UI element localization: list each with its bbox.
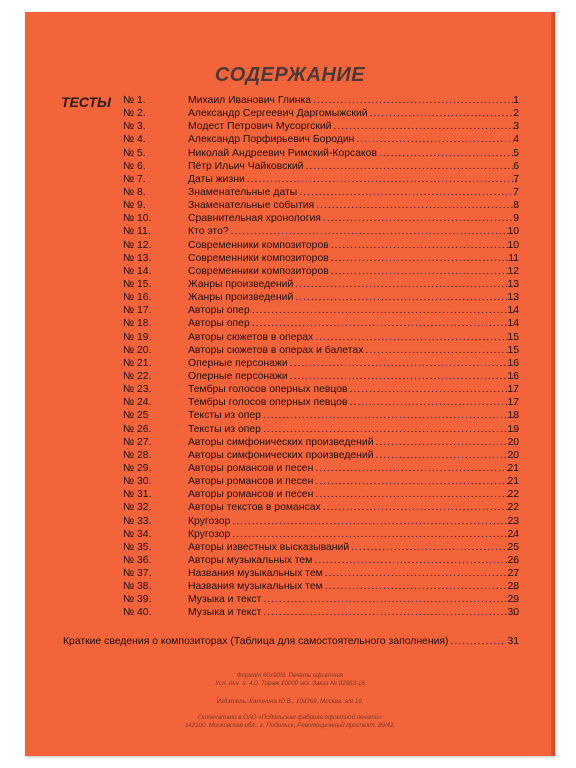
- dot-leader: [252, 317, 518, 330]
- toc-number: № 37.: [123, 568, 152, 580]
- toc-number: № 28.: [123, 449, 152, 461]
- toc-entry: [188, 147, 518, 160]
- toc-number: № 33.: [123, 515, 152, 527]
- toc-entry: [188, 423, 518, 436]
- toc-entry: [188, 488, 518, 501]
- dot-leader: [323, 501, 518, 514]
- toc-title: Авторы романсов и песен: [188, 476, 314, 488]
- toc-title: Пётр Ильич Чайковский: [188, 160, 304, 172]
- dot-leader: [290, 370, 518, 383]
- toc-number: № 32.: [123, 502, 152, 514]
- toc-entry: [188, 331, 518, 344]
- toc-number: № 24.: [123, 397, 152, 409]
- toc-entry: [188, 396, 518, 409]
- toc-entry: [188, 475, 518, 488]
- toc-row: [25, 462, 555, 475]
- toc-title: Авторы романсов и песен: [188, 489, 314, 501]
- dot-leader: [333, 120, 518, 133]
- imprint-line: Отпечатано в ОАО «Подольская фабрика офсетной печати»: [198, 714, 382, 721]
- dot-leader: [315, 331, 518, 344]
- toc-number: № 11.: [123, 226, 151, 238]
- dot-leader: [379, 147, 518, 160]
- toc-page: 30: [507, 607, 519, 619]
- toc-title: Жанры произведений: [188, 292, 294, 304]
- toc-title: Жанры произведений: [188, 278, 294, 290]
- dot-leader: [315, 462, 518, 475]
- toc-page: 28: [507, 581, 519, 593]
- toc-row: [25, 331, 555, 344]
- toc-entry: [188, 541, 518, 554]
- toc-entry: [188, 370, 518, 383]
- toc-page: 6: [513, 160, 519, 172]
- imprint-line: Издатель: Калинина Ю.В., 109369, Москва, а/я 19.: [216, 698, 364, 705]
- toc-entry: [188, 94, 518, 107]
- toc-row: [25, 212, 555, 225]
- toc-page: 12: [507, 265, 519, 277]
- dot-leader: [252, 304, 518, 317]
- toc-entry: [188, 606, 518, 619]
- toc-row: [25, 501, 555, 514]
- toc-row: [25, 396, 555, 409]
- toc-number: № 21.: [123, 357, 152, 369]
- toc-title: Авторы музыкальных тем: [188, 554, 313, 566]
- toc-row: [25, 173, 555, 186]
- toc-row: [25, 541, 555, 554]
- toc-row: [25, 317, 555, 330]
- toc-number: № 2.: [123, 108, 146, 120]
- toc-row: [25, 199, 555, 212]
- toc-number: № 23.: [123, 384, 152, 396]
- toc-title: Авторы сюжетов в операх: [188, 331, 314, 343]
- page-sheet: [25, 12, 555, 756]
- toc-number: № 36.: [123, 554, 152, 566]
- toc-page: 19: [507, 423, 519, 435]
- toc-title: Михаил Иванович Глинка: [188, 95, 312, 106]
- toc-number: № 16.: [123, 292, 152, 304]
- toc-page: 20: [507, 449, 519, 461]
- toc-title: Николай Андреевич Римский-Корсаков: [188, 147, 377, 159]
- toc-entry: [188, 212, 518, 225]
- toc-row: [25, 475, 555, 488]
- section-label: ТЕСТЫ: [61, 94, 112, 110]
- toc-title: Даты жизни: [188, 173, 245, 185]
- toc-title: Авторы опер: [188, 318, 250, 330]
- dot-leader: [331, 265, 518, 278]
- toc-page: 2: [513, 108, 519, 120]
- toc-entry: [188, 567, 518, 580]
- toc-number: № 9.: [123, 200, 146, 212]
- toc-row: [25, 120, 555, 133]
- toc-row: [25, 252, 555, 265]
- toc-title: Современники композиторов: [188, 239, 329, 251]
- dot-leader: [356, 133, 518, 146]
- toc-number: № 26.: [123, 423, 152, 435]
- toc-number: № 31.: [123, 489, 152, 501]
- toc-page: 23: [507, 515, 519, 527]
- toc-title: Сравнительная хронология: [188, 213, 321, 225]
- toc-entry: [188, 265, 518, 278]
- toc-number: № 17.: [123, 305, 152, 317]
- toc-page: 24: [507, 528, 519, 540]
- dot-leader: [351, 541, 518, 554]
- dot-leader: [299, 186, 518, 199]
- toc-number: № 27.: [123, 436, 152, 448]
- toc-row: [25, 147, 555, 160]
- toc-number: № 35.: [123, 541, 152, 553]
- toc-number: № 5.: [123, 147, 146, 159]
- toc-page: 17: [507, 397, 519, 409]
- toc-number: № 18.: [123, 318, 152, 330]
- toc-number: № 15.: [123, 278, 152, 290]
- dot-leader: [314, 554, 518, 567]
- toc-row: [25, 606, 555, 619]
- toc-title: Тембры голосов оперных певцов: [188, 384, 348, 396]
- final-entry: [63, 636, 519, 647]
- toc-number: № 7.: [123, 173, 146, 185]
- toc-entry: [188, 357, 518, 370]
- toc-row: [25, 291, 555, 304]
- dot-leader: [365, 344, 518, 357]
- toc-number: № 10.: [123, 213, 152, 225]
- toc-number: № 3.: [123, 121, 146, 133]
- dot-leader: [247, 173, 518, 186]
- toc-title: Авторы романсов и песен: [188, 462, 314, 474]
- dot-leader: [331, 239, 518, 252]
- toc-row: [25, 528, 555, 541]
- toc-page: 7: [513, 186, 519, 198]
- toc-row: [25, 225, 555, 238]
- dot-leader: [232, 528, 518, 541]
- toc-title: Тембры голосов оперных певцов: [188, 397, 348, 409]
- toc-row: [25, 186, 555, 199]
- toc-page: 17: [507, 384, 519, 396]
- toc-number: № 40.: [123, 607, 152, 619]
- toc-title: Кругозор: [188, 528, 231, 540]
- toc-title: Авторы симфонических произведений: [188, 436, 374, 448]
- toc-page: 4: [513, 134, 519, 146]
- toc-entry: [188, 515, 518, 528]
- toc-row: [25, 239, 555, 252]
- toc-title: Знаменательные даты: [188, 186, 298, 198]
- toc-entry: [188, 107, 518, 120]
- toc-page: 22: [507, 489, 519, 501]
- toc-page: 16: [507, 370, 519, 382]
- toc-page: 11: [508, 252, 519, 264]
- dot-leader: [376, 436, 518, 449]
- toc-page: 25: [507, 541, 519, 553]
- toc-entry: [188, 317, 518, 330]
- toc-row: [25, 383, 555, 396]
- dot-leader: [325, 580, 518, 593]
- dot-leader: [315, 488, 518, 501]
- dot-leader: [325, 567, 518, 580]
- dot-leader: [295, 278, 518, 291]
- toc-entry: [188, 304, 518, 317]
- toc-number: № 20.: [123, 344, 152, 356]
- toc-entry: [188, 133, 518, 146]
- toc-page: 1: [513, 95, 519, 106]
- toc-entry: [188, 449, 518, 462]
- dot-leader: [263, 606, 518, 619]
- imprint-line: Формат 60х90/8. Печать офсетная: [236, 672, 344, 679]
- dot-leader: [450, 636, 505, 647]
- toc-title: Музыка и текст: [188, 594, 262, 606]
- dot-leader: [350, 383, 518, 396]
- toc-page: 27: [507, 568, 519, 580]
- toc-title: Оперные персонажи: [188, 370, 288, 382]
- toc-row: [25, 436, 555, 449]
- toc-page: 26: [507, 554, 519, 566]
- toc-page: 21: [507, 476, 519, 488]
- dot-leader: [313, 94, 518, 107]
- toc-title: Тексты из опер: [188, 410, 261, 422]
- toc-page: 13: [507, 278, 519, 290]
- toc-row: [25, 160, 555, 173]
- dot-leader: [316, 199, 518, 212]
- toc-entry: [188, 409, 518, 422]
- toc-row: [25, 304, 555, 317]
- imprint-line: 142100, Московская обл., г. Подольск, Революционный проспект, 80/42.: [184, 722, 396, 729]
- toc-title: Современники композиторов: [188, 265, 329, 277]
- toc-entry: [188, 580, 518, 593]
- toc-title: Современники композиторов: [188, 252, 329, 264]
- dot-leader: [315, 475, 518, 488]
- toc-entry: [188, 160, 518, 173]
- toc-row: [25, 107, 555, 120]
- toc-page: 14: [507, 305, 519, 317]
- toc-page: 15: [507, 344, 519, 356]
- toc-title: Кругозор: [188, 515, 231, 527]
- toc-number: № 30.: [123, 476, 152, 488]
- toc-page: 29: [507, 594, 519, 606]
- toc-number: № 13.: [123, 252, 152, 264]
- dot-leader: [323, 212, 518, 225]
- dot-leader: [263, 423, 518, 436]
- toc-row: [25, 515, 555, 528]
- dot-leader: [231, 225, 518, 238]
- toc-entry: [188, 186, 518, 199]
- dot-leader: [295, 291, 518, 304]
- toc-title: Авторы опер: [188, 305, 250, 317]
- toc-number: № 1.: [123, 95, 146, 106]
- toc-entry: [188, 278, 518, 291]
- toc-row: [25, 357, 555, 370]
- toc-entry: [188, 436, 518, 449]
- toc-page: 8: [513, 200, 519, 212]
- toc-page: 16: [507, 357, 519, 369]
- toc-title: Названия музыкальных тем: [188, 581, 323, 593]
- toc-number: № 25: [123, 410, 149, 422]
- toc-page: 10: [507, 239, 519, 251]
- dot-leader: [305, 160, 518, 173]
- dot-leader: [263, 409, 518, 422]
- toc-entry: [188, 225, 518, 238]
- toc-number: № 14.: [123, 265, 152, 277]
- page-title: СОДЕРЖАНИЕ: [214, 64, 366, 86]
- toc-page: 14: [507, 318, 519, 330]
- toc-number: № 29.: [123, 462, 152, 474]
- toc-entry: [188, 252, 518, 265]
- toc-number: № 39.: [123, 594, 152, 606]
- toc-title: Оперные персонажи: [188, 357, 288, 369]
- toc-entry: [188, 593, 518, 606]
- final-entry-page: 31: [507, 636, 519, 647]
- toc-title: Модест Петрович Мусоргский: [188, 121, 332, 133]
- toc-page: 10: [507, 226, 519, 238]
- toc-row: [25, 423, 555, 436]
- toc-title: Авторы текстов в романсах: [188, 502, 321, 514]
- toc-title: Знаменательные события: [188, 200, 315, 212]
- toc-page: 18: [507, 410, 519, 422]
- toc-row: [25, 488, 555, 501]
- toc-entry: [188, 344, 518, 357]
- page-edge: [551, 12, 555, 756]
- toc-entry: [188, 554, 518, 567]
- toc-title: Авторы сюжетов в операх и балетах: [188, 344, 364, 356]
- toc-number: № 4.: [123, 134, 146, 146]
- toc-number: № 38.: [123, 581, 152, 593]
- toc-row: [25, 133, 555, 146]
- toc-row: [25, 344, 555, 357]
- dot-leader: [350, 396, 518, 409]
- toc-number: № 8.: [123, 186, 146, 198]
- toc-row: [25, 567, 555, 580]
- toc-row: [25, 265, 555, 278]
- toc-page: 21: [507, 462, 519, 474]
- dot-leader: [331, 252, 518, 265]
- toc-title: Авторы симфонических произведений: [188, 449, 374, 461]
- toc-page: 22: [507, 502, 519, 514]
- toc-row: [25, 94, 555, 107]
- toc-page: 13: [507, 292, 519, 304]
- toc-row: [25, 554, 555, 567]
- toc-row: [25, 449, 555, 462]
- toc-row: [25, 278, 555, 291]
- toc-number: № 19.: [123, 331, 152, 343]
- toc-number: № 12.: [123, 239, 152, 251]
- toc-row: [25, 593, 555, 606]
- toc-entry: [188, 239, 518, 252]
- toc-title: Александр Порфирьевич Бородин: [188, 134, 355, 146]
- toc-entry: [188, 291, 518, 304]
- toc-title: Авторы известных высказываний: [188, 541, 350, 553]
- toc-title: Названия музыкальных тем: [188, 568, 323, 580]
- dot-leader: [370, 107, 518, 120]
- toc-row: [25, 409, 555, 422]
- toc-number: № 34.: [123, 528, 152, 540]
- table-of-contents: [25, 94, 555, 620]
- toc-page: 20: [507, 436, 519, 448]
- toc-number: № 6.: [123, 160, 146, 172]
- toc-page: 9: [513, 213, 519, 225]
- final-entry-title: Краткие сведения о композиторах (Таблица для самостоятельного заполнения): [63, 636, 449, 647]
- dot-leader: [263, 593, 518, 606]
- toc-page: 5: [513, 147, 519, 159]
- toc-number: № 22.: [123, 370, 152, 382]
- dot-leader: [232, 515, 518, 528]
- imprint-line: Усл. печ. л. 4,0. Тираж 10000 экз. Заказ № 02863-16: [215, 680, 365, 687]
- toc-title: Александр Сергеевич Даргомыжский: [188, 108, 368, 120]
- dot-leader: [290, 357, 518, 370]
- toc-entry: [188, 528, 518, 541]
- toc-row: [25, 370, 555, 383]
- toc-title: Тексты из опер: [188, 423, 261, 435]
- toc-entry: [188, 383, 518, 396]
- toc-entry: [188, 199, 518, 212]
- toc-entry: [188, 120, 518, 133]
- toc-page: 3: [513, 121, 519, 133]
- toc-entry: [188, 501, 518, 514]
- dot-leader: [376, 449, 518, 462]
- toc-row: [25, 580, 555, 593]
- toc-entry: [188, 173, 518, 186]
- toc-page: 15: [507, 331, 519, 343]
- toc-title: Кто это?: [188, 226, 229, 238]
- toc-page: 7: [513, 173, 519, 185]
- toc-entry: [188, 462, 518, 475]
- toc-title: Музыка и текст: [188, 607, 262, 619]
